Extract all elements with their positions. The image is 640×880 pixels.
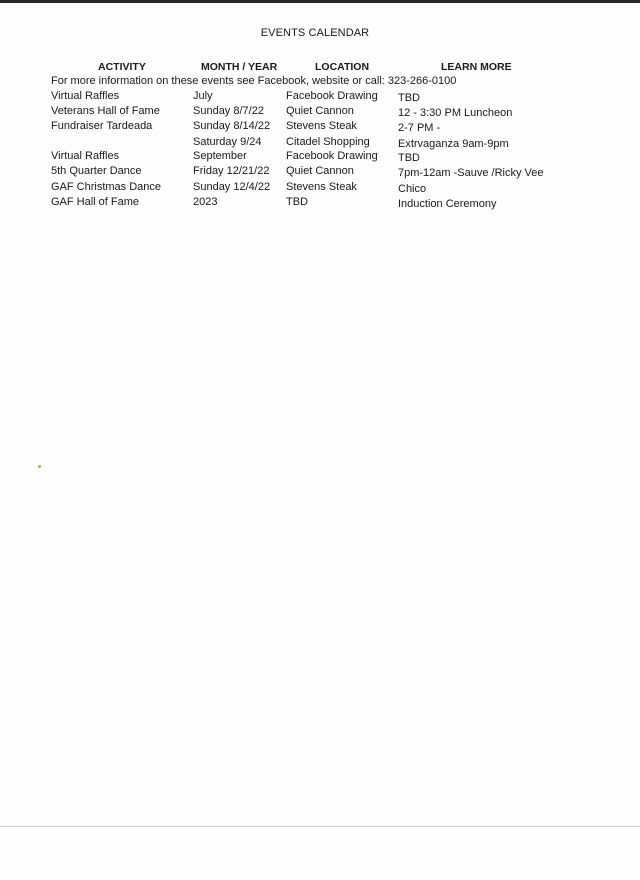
cell-learn-more: 7pm-12am -Sauve /Ricky Vee — [398, 167, 544, 179]
cell-month-year: Saturday 9/24 — [193, 136, 262, 148]
cell-location: Citadel Shopping — [286, 136, 370, 148]
cell-month-year: Friday 12/21/22 — [193, 165, 270, 177]
page-title: EVENTS CALENDAR — [260, 27, 370, 39]
header-month-year: MONTH / YEAR — [201, 61, 278, 73]
cell-month-year: July — [193, 90, 213, 102]
header-location: LOCATION — [315, 61, 370, 73]
cell-location: Quiet Cannon — [286, 105, 354, 117]
scan-edge-top — [0, 0, 640, 3]
cell-activity: Veterans Hall of Fame — [51, 105, 160, 117]
cell-month-year: Sunday 12/4/22 — [193, 181, 271, 193]
info-note: For more information on these events see Facebook, website or call: 323-266-0100 — [51, 75, 457, 87]
cell-learn-more: 12 - 3:30 PM Luncheon — [398, 107, 513, 119]
cell-month-year: Sunday 8/7/22 — [193, 105, 264, 117]
cell-location: Facebook Drawing — [286, 150, 378, 162]
cell-activity: Virtual Raffles — [51, 90, 120, 102]
scan-edge-bottom — [0, 826, 640, 827]
cell-activity: Fundraiser Tardeada — [51, 120, 153, 132]
cell-learn-more: TBD — [398, 152, 420, 164]
cell-location: TBD — [286, 196, 308, 208]
cell-learn-more: TBD — [398, 92, 420, 104]
cell-month-year: Sunday 8/14/22 — [193, 120, 271, 132]
cell-activity: 5th Quarter Dance — [51, 165, 142, 177]
header-learn-more: LEARN MORE — [441, 61, 512, 73]
cell-activity: Virtual Raffles — [51, 150, 120, 162]
cell-learn-more: 2-7 PM - — [398, 122, 441, 134]
scan-speck — [38, 465, 41, 468]
cell-location: Stevens Steak — [286, 181, 357, 193]
cell-location: Quiet Cannon — [286, 165, 354, 177]
cell-location: Stevens Steak — [286, 120, 357, 132]
header-activity: ACTIVITY — [98, 61, 146, 73]
cell-activity: GAF Christmas Dance — [51, 181, 162, 193]
cell-learn-more: Induction Ceremony — [398, 198, 497, 210]
cell-activity: GAF Hall of Fame — [51, 196, 140, 208]
cell-learn-more: Chico — [398, 183, 427, 195]
cell-month-year: September — [193, 150, 247, 162]
cell-month-year: 2023 — [193, 196, 218, 208]
cell-learn-more: Extrvaganza 9am-9pm — [398, 138, 509, 150]
cell-location: Facebook Drawing — [286, 90, 378, 102]
